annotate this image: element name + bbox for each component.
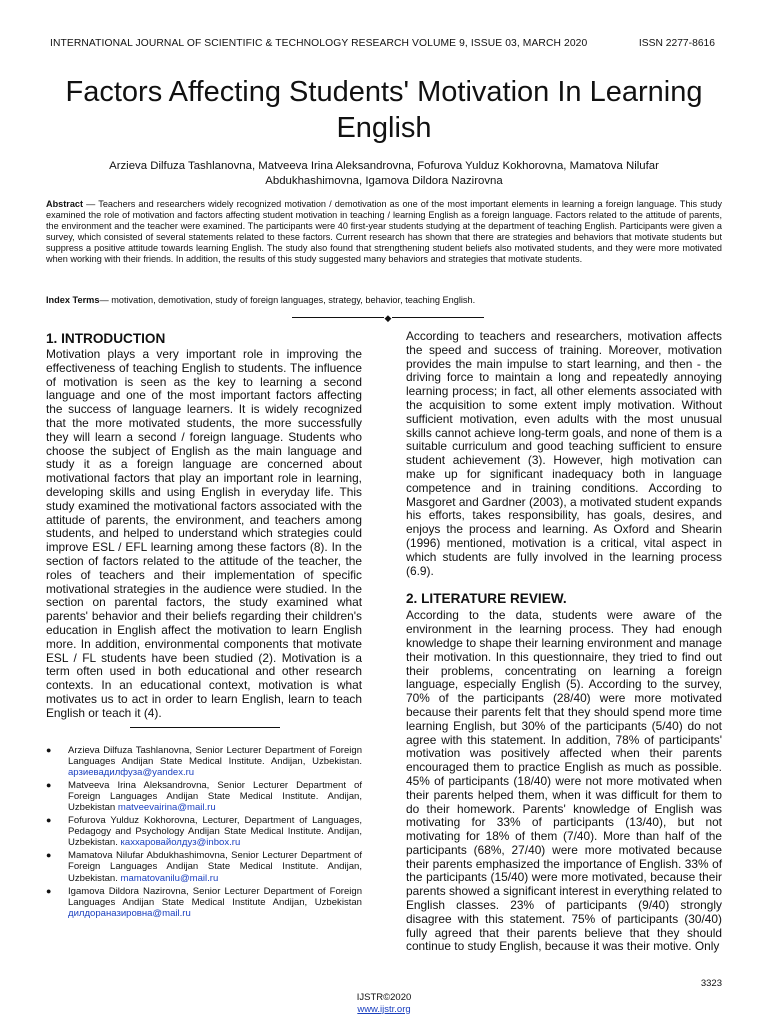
footnote-item [46,780,362,813]
index-terms [46,295,722,306]
index-terms-label: Index Terms [46,295,100,305]
journal-header: INTERNATIONAL JOURNAL OF SCIENTIFIC & TECHNOLOGY RESEARCH VOLUME 9, ISSUE 03, MARCH 2020 [50,38,588,49]
footnote-email[interactable]: mamatovanilu@mail.ru [120,872,219,884]
introduction-continued-text: According to teachers and researchers, motivation affects the speed and success of training. Moreover, motivation provides the main impulse to start learning, and then - the driving force to maintain a long and repeatedly annoying learning process; in fact, all other elements associated with the acquisition to some extent imply motivation. Without sufficient motivation, even adults with the most unusual skills cannot achieve long-term goals, and none of them is a suitable curriculum and good teaching sufficient to ensure student achievement (3). However, high motivation can make up for significant inadequacy both in language competence and in training conditions. According to Masgoret and Gardner (2003), a motivated student expands his efforts, takes responsibility, has goals, desires, and enjoys the process and learning. As Oxford and Shearin (1996) mentioned, motivation is a critical, vital aspect in which students are fully involved in the learning process (6.9). [406,329,722,578]
issn-label: ISSN 2277-8616 [638,38,715,49]
bullet-icon: ● [46,744,52,755]
footnote-text: Igamova Dildora Nazirovna, Senior Lecturer Department of Foreign Languages Andijan State Medical Institute Andijan, Uzbekistan [68,885,362,908]
footnote-rule [130,727,280,728]
footnote-item [46,850,362,883]
footnote-text: Mamatova Nilufar Abdukhashimovna, Senior Lecturer Department of Foreign Languages Andijan State Medical Institute. Andijan, Uzbekistan. [68,850,362,884]
introduction-text: Motivation plays a very important role in improving the effectiveness of teaching English to students. The influence of motivation is seen as the key to learning a second language and one of the most important factors affecting the success of language learners. It is widely recognized that the more motivated students, the more successfully they will learn a second / foreign language. Students who choose the subject of English as the main language and study it as a foreign language are concerned about motivational factors that play an important role in learning, developing skills and using English in everyday life. This study examined the motivational factors associated with the attitude of parents, the environment, and teachers among students, and helped to understand which strategies could improve ESL / EFL learning among these factors (8). In the section of factors related to the attitude of the teacher, the roles of teachers and their implementation of specific motivational strategies in the audience were studied. In the section on parental factors, the study examined what parents' behavior and their beliefs regarding their children's education in English affect the motivation to learn English more. In addition, environmental components that motivate ESL / FL students have been studied (2). Motivation is a term often used in both educational and other research contexts. In an educational context, motivation is what motivates us to act in order to learn English, learn to teach English or teach it (4). [46,347,362,720]
introduction-heading: 1. INTRODUCTION [46,331,166,346]
bullet-icon: ● [46,779,52,790]
literature-review-text: According to the data, students were aware of the environment in the learning process. They had enough knowledge to shape their learning environment and manage their motivation. In this questionnaire, they tried to find out their problems, concentrating on learning a foreign language, especially English (5). According to the survey, 70% of the participants (28/40) were more motivated because their parents felt that they should spend more time learning English, but 30% of the participants (5/40) do not agree with this statement. In addition, 78% of participants' motivation was positively affected when their parents encouraged them to practice English as much as possible. 45% of participants (18/40) were not more motivated when their parents helped them, when it was difficult for them to do their homework. Parents' knowledge of English was motivating for 33% of participants (13/40), but not motivating for 18% of them (7/40). More than half of the participants (68%, 27/40) were more motivated because their parents emphasized the importance of English. 33% of the participants (15/40) were more motivated, because their parents showed a significant interest in everything related to English classes. 23% of participants (9/40) strongly disagree with this statement. 75% of participants (30/40) fully agreed that their parents believe that they should continue to study English, because it was their motive. Only [406,608,722,954]
footnote-item [46,886,362,919]
bullet-icon: ● [46,850,52,861]
footnote-text: Fofurova Yulduz Kokhorovna, Lecturer, Department of Languages, Pedagogy and Psychology Andijan State Medical Institute. Andijan, Uzbekistan. [68,815,362,849]
footnote-item [46,745,362,778]
footnote-email[interactable]: каххаровайолдуз@inbox.ru [120,837,241,849]
separator-line-left [292,317,384,318]
abstract-label: Abstract [46,199,84,209]
author-list: Arzieva Dilfuza Tashlanovna, Matveeva Irina Aleksandrovna, Fofurova Yulduz Kokhorovna, Mamatova Nilufar Abdukhashimovna, Igamova Dildora Nazirovna [109,160,659,187]
separator-line-right [392,317,484,318]
footnote-email[interactable]: matveevairina@mail.ru [117,801,216,813]
diamond-icon: ◆ [384,312,392,323]
page-footer [0,992,768,1015]
section-separator [286,312,490,323]
abstract [46,199,722,266]
author-footnotes [46,745,362,919]
copyright-text: IJSTR©2020 [356,992,412,1003]
journal-url-link[interactable]: www.ijstr.org [357,1003,411,1015]
footnote-text: Arzieva Dilfuza Tashlanovna, Senior Lecturer Department of Foreign Languages Andijan State Medical Institute. Andijan, Uzbekistan. [68,744,362,767]
right-column [406,330,722,954]
page-number: 3323 [700,978,722,989]
bullet-icon: ● [46,885,52,896]
bullet-icon: ● [46,815,52,826]
index-terms-text: — motivation, demotivation, study of foreign languages, strategy, behavior, teaching English. [99,295,476,305]
footnote-item [46,815,362,848]
left-column [46,330,362,921]
footnote-text: Matveeva Irina Aleksandrovna, Senior Lecturer Department of Foreign Languages Andijan State Medical Institute. Andijan, Uzbekistan [68,779,362,813]
literature-review-heading: 2. LITERATURE REVIEW. [406,591,567,607]
abstract-text: — Teachers and researchers widely recognized motivation / demotivation as one of the most important elements in learning a foreign language. This study examined the role of motivation and factors affecting student motivation in teaching / learning English as a foreign language. Factors related to the attitude of parents, the environment and the teacher were examined. The participants were 40 first-year students studying at the department of teaching English. Participants were given a survey, which consisted of several statements related to these factors. Current research has shown that there are strategies and behaviors that motivate students but suppress a positive attitude towards learning English. The study also found that strengthening student beliefs also motivated students, and they were more motivated when working with their friends. In addition, the results of this study suggested many behaviors and strategies that motivate students. [46,199,722,265]
footnote-email[interactable]: арзиевадилфуза@yandex.ru [68,766,195,778]
paper-title: Factors Affecting Students' Motivation In Learning English [65,76,703,144]
footnote-email[interactable]: дилдораназировна@mail.ru [68,907,191,919]
